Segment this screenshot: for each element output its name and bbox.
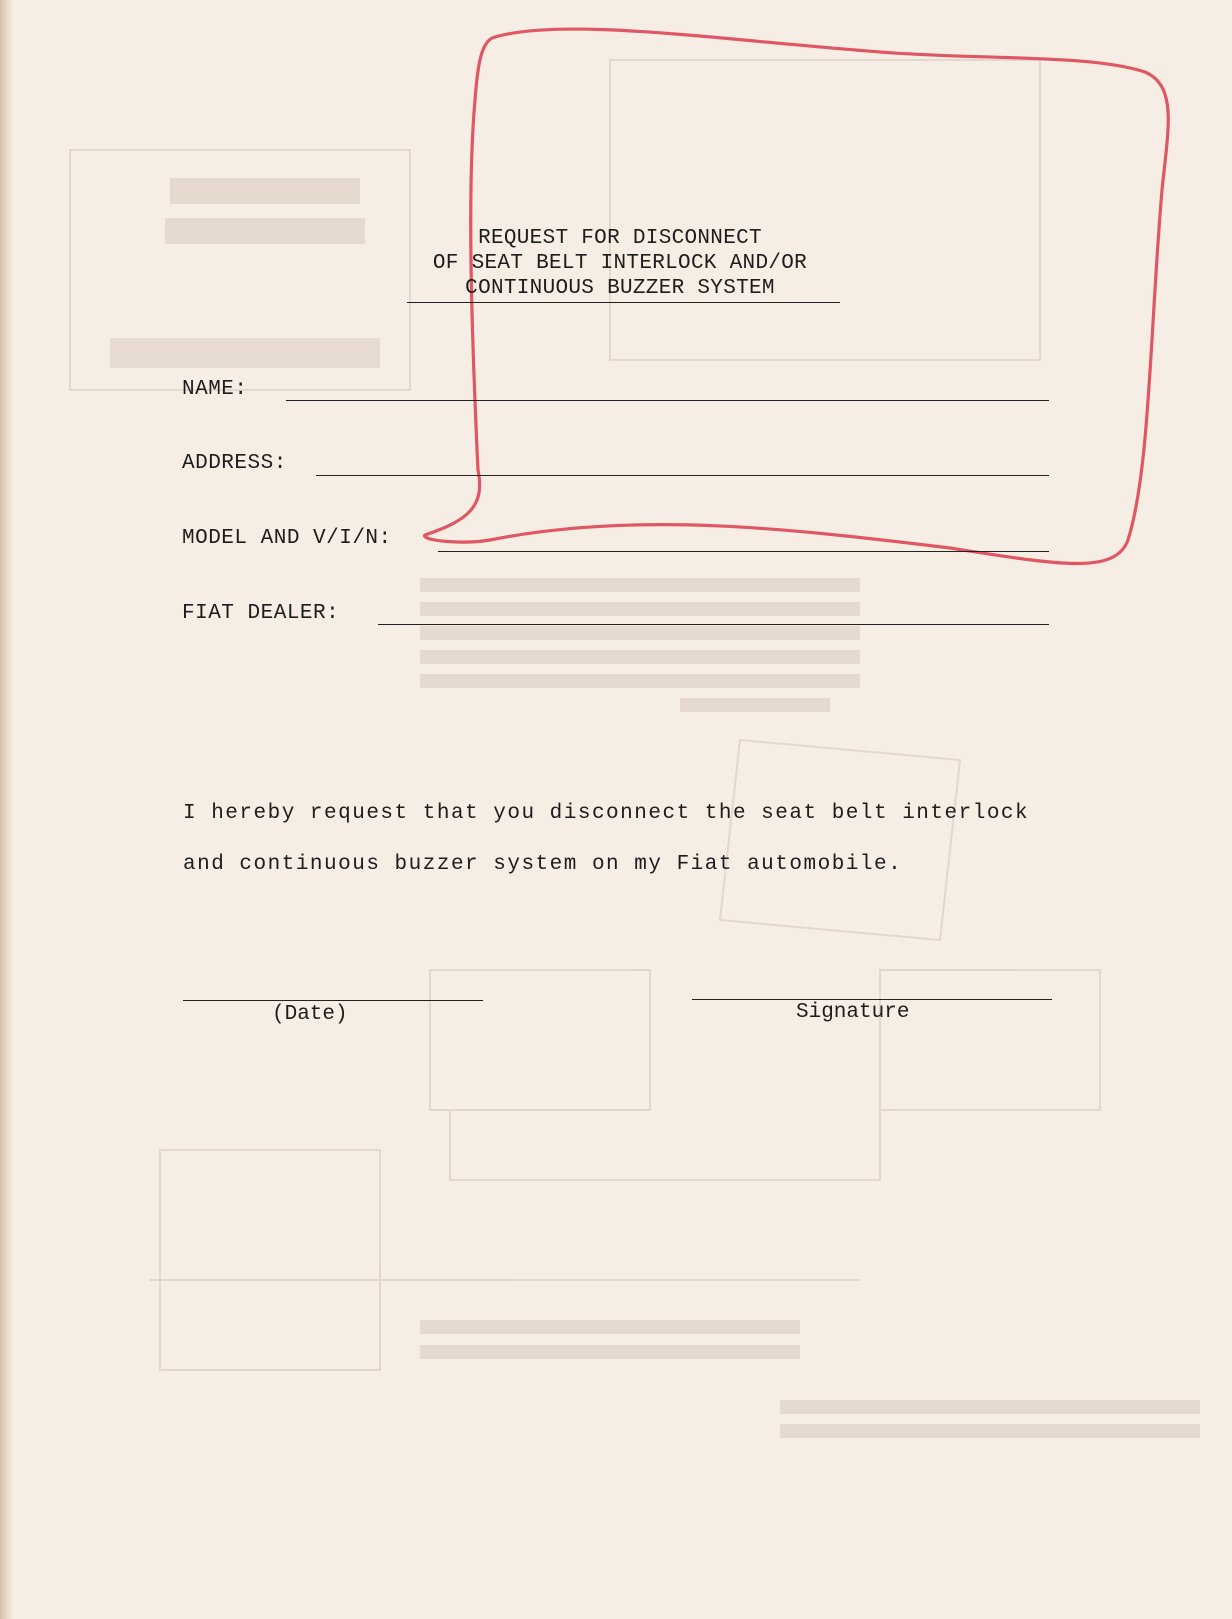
date-line[interactable]	[183, 1000, 483, 1001]
date-label: (Date)	[272, 1003, 348, 1026]
signature-label: Signature	[796, 1001, 910, 1024]
statement-line-1: I hereby request that you disconnect the seat belt interlock	[183, 802, 1030, 825]
title-line-1: REQUEST FOR DISCONNECT	[478, 227, 762, 250]
fiat-dealer-field[interactable]	[378, 624, 1049, 625]
title-line-3: CONTINUOUS BUZZER SYSTEM	[465, 277, 775, 300]
form-title	[400, 226, 840, 301]
signature-line[interactable]	[692, 999, 1052, 1000]
model-vin-label: MODEL AND V/I/N:	[182, 527, 392, 550]
name-label: NAME:	[182, 378, 248, 401]
title-underline	[407, 302, 840, 303]
statement-line-2: and continuous buzzer system on my Fiat automobile.	[183, 853, 903, 876]
address-label: ADDRESS:	[182, 452, 287, 475]
title-line-2: OF SEAT BELT INTERLOCK AND/OR	[432, 252, 808, 275]
address-field[interactable]	[316, 475, 1049, 476]
name-field[interactable]	[286, 400, 1049, 401]
model-vin-field[interactable]	[438, 551, 1049, 552]
fiat-dealer-label: FIAT DEALER:	[182, 602, 340, 625]
